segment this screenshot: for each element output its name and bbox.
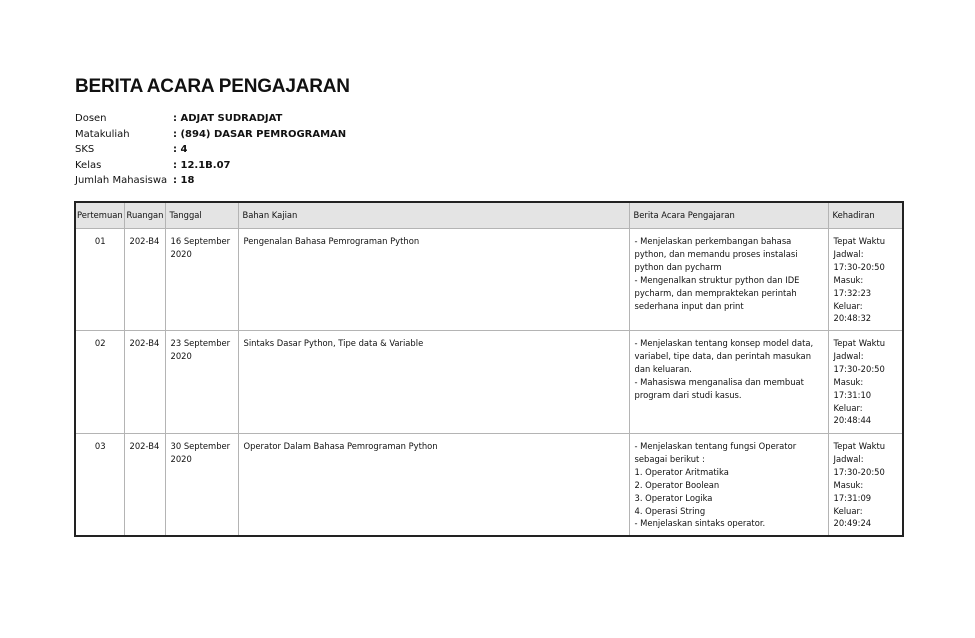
cell-berita-acara: [629, 434, 828, 537]
table-row: [75, 331, 903, 434]
header-kehadiran: Kehadiran: [828, 202, 903, 229]
page-title: BERITA ACARA PENGAJARAN: [75, 76, 350, 97]
info-value: : 12.1B.07: [173, 159, 231, 171]
kehadiran-line: Keluar:: [833, 402, 863, 413]
berita-line: 4. Operasi String: [634, 505, 706, 516]
info-value: : ADJAT SUDRADJAT: [173, 113, 283, 124]
table-row: [75, 434, 903, 537]
cell-berita-acara: [629, 229, 828, 331]
info-label: Kelas: [75, 159, 102, 171]
info-value: : 18: [173, 175, 195, 186]
kehadiran-line: 17:31:09: [833, 492, 872, 503]
header-bahan-kajian: Bahan Kajian: [238, 202, 629, 229]
info-value: : (894) DASAR PEMROGRAMAN: [173, 128, 347, 140]
kehadiran-line: 20:48:32: [833, 313, 872, 324]
cell-ruangan: 202-B4: [124, 434, 165, 537]
info-row-matakuliah: [75, 127, 346, 143]
kehadiran-line: Masuk:: [833, 376, 864, 387]
berita-line: variabel, tipe data, dan perintah masukan: [634, 350, 811, 361]
tanggal-line: 23 September: [170, 338, 231, 348]
kehadiran-line: Jadwal:: [833, 453, 864, 464]
info-row-dosen: [75, 111, 346, 127]
berita-line: python dan pycharm: [634, 261, 722, 272]
info-label: Dosen: [75, 113, 107, 124]
cell-kehadiran: [828, 434, 903, 537]
tanggal-line: 16 September: [170, 236, 231, 246]
cell-berita-acara: [629, 331, 828, 434]
kehadiran-line: 20:49:24: [833, 518, 872, 529]
kehadiran-line: Tepat Waktu: [833, 338, 886, 348]
cell-tanggal: [165, 434, 238, 537]
info-label: SKS: [75, 144, 95, 155]
header-ruangan: Ruangan: [124, 202, 165, 229]
kehadiran-line: Keluar:: [833, 300, 863, 311]
kehadiran-line: Tepat Waktu: [833, 441, 886, 451]
cell-bahan-kajian: Sintaks Dasar Python, Tipe data & Variable: [238, 331, 629, 434]
berita-line: - Menjelaskan tentang fungsi Operator: [634, 441, 797, 451]
berita-line: program dari studi kasus.: [634, 389, 742, 400]
kehadiran-line: 17:30-20:50: [833, 466, 885, 477]
kehadiran-line: Jadwal:: [833, 350, 864, 361]
cell-kehadiran: [828, 229, 903, 331]
info-row-sks: [75, 142, 346, 158]
kehadiran-line: 17:30-20:50: [833, 261, 885, 272]
cell-bahan-kajian: Operator Dalam Bahasa Pemrograman Python: [238, 434, 629, 537]
berita-line: - Mahasiswa menganalisa dan membuat: [634, 376, 804, 387]
kehadiran-line: Keluar:: [833, 505, 863, 516]
berita-line: 1. Operator Aritmatika: [634, 466, 729, 477]
cell-ruangan: 202-B4: [124, 229, 165, 331]
table-header-row: [75, 202, 903, 229]
kehadiran-line: 17:30-20:50: [833, 363, 885, 374]
berita-line: 3. Operator Logika: [634, 492, 713, 503]
info-row-jumlah-mahasiswa: [75, 173, 346, 189]
cell-pertemuan: 02: [75, 331, 124, 434]
info-label: Jumlah Mahasiswa: [75, 175, 168, 186]
header-tanggal: Tanggal: [165, 202, 238, 229]
info-label: Matakuliah: [75, 128, 130, 140]
kehadiran-line: Masuk:: [833, 274, 864, 285]
info-value: : 4: [173, 144, 188, 155]
cell-tanggal: [165, 331, 238, 434]
cell-pertemuan: 03: [75, 434, 124, 537]
table-row: [75, 229, 903, 331]
header-berita-acara: Berita Acara Pengajaran: [629, 202, 828, 229]
kehadiran-line: Masuk:: [833, 479, 864, 490]
berita-line: - Menjelaskan perkembangan bahasa: [634, 236, 792, 246]
berita-line: 2. Operator Boolean: [634, 479, 720, 490]
berita-line: sederhana input dan print: [634, 300, 744, 311]
kehadiran-line: 17:32:23: [833, 287, 872, 298]
tanggal-line: 30 September: [170, 441, 231, 451]
cell-kehadiran: [828, 331, 903, 434]
cell-tanggal: [165, 229, 238, 331]
kehadiran-line: 17:31:10: [833, 389, 872, 400]
cell-bahan-kajian: Pengenalan Bahasa Pemrograman Python: [238, 229, 629, 331]
berita-line: - Menjelaskan tentang konsep model data,: [634, 338, 814, 348]
cell-ruangan: 202-B4: [124, 331, 165, 434]
kehadiran-line: Jadwal:: [833, 248, 864, 259]
header-pertemuan: Pertemuan: [75, 202, 124, 229]
kehadiran-line: 20:48:44: [833, 415, 872, 426]
tanggal-line: 2020: [170, 350, 192, 361]
berita-line: pycharm, dan mempraktekan perintah: [634, 287, 797, 298]
teaching-log-table: [74, 201, 904, 537]
berita-line: python, dan memandu proses instalasi: [634, 248, 798, 259]
kehadiran-line: Tepat Waktu: [833, 236, 886, 246]
cell-pertemuan: 01: [75, 229, 124, 331]
course-info: [75, 111, 346, 189]
tanggal-line: 2020: [170, 248, 192, 259]
tanggal-line: 2020: [170, 453, 192, 464]
berita-line: - Mengenalkan struktur python dan IDE: [634, 274, 800, 285]
info-row-kelas: [75, 158, 346, 174]
berita-line: - Menjelaskan sintaks operator.: [634, 518, 766, 529]
berita-line: sebagai berikut :: [634, 453, 705, 464]
berita-line: dan keluaran.: [634, 363, 692, 374]
